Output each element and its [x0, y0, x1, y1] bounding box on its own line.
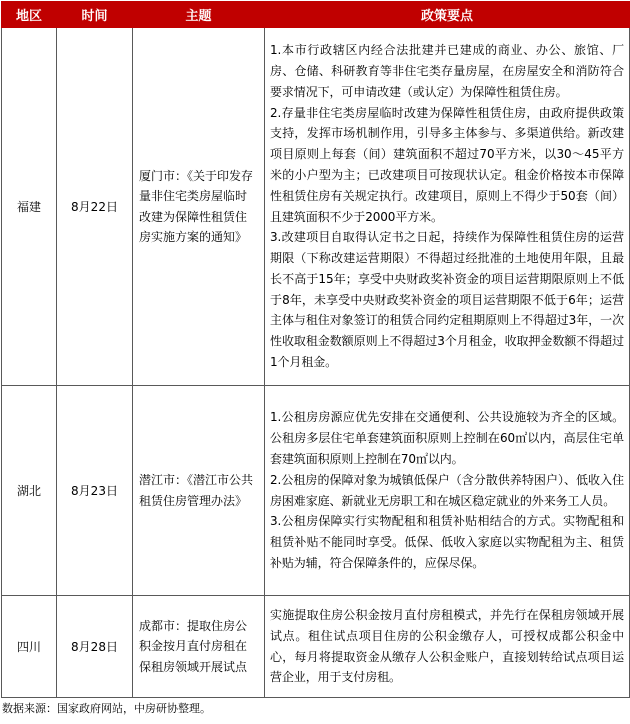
policy-point: 1.公租房房源应优先安排在交通便利、公共设施较为齐全的区域。公租房多层住宅单套建筑面积原则上控制在60㎡以内，高层住宅单套建筑面积原则上控制在70㎡以内。: [270, 410, 624, 466]
date-cell: 8月22日: [57, 28, 133, 386]
region-cell: 湖北: [2, 386, 57, 596]
header-policy-points: 政策要点: [265, 2, 630, 28]
header-row: [2, 2, 630, 28]
policy-table: [1, 1, 630, 698]
policy-point: 2.公租房的保障对象为城镇低保户（含分散供养特困户）、低收入住房困难家庭、新就业无房职工和在城区稳定就业的外来务工人员。: [270, 472, 624, 508]
policy-point: 3.改建项目自取得认定书之日起，持续作为保障性租赁住房的运营期限（下称改建运营期限）不得超过经批准的土地使用年限，且最长不高于15年；享受中央财政奖补资金的项目运营期限原则上不低于8年，未享受中央财政奖补资金的项目运营期限不低于6年；运营主体与租住对象签订的租赁合同约定租期原则上不得超过3年，一次性收取租金数额原则上不得超过3个月租金，收取押金数额不得超过1个月租金。: [270, 230, 624, 370]
header-date: 时间: [57, 2, 133, 28]
header-topic: 主题: [133, 2, 265, 28]
policy-point: 3.公租房保障实行实物配租和租赁补贴相结合的方式。实物配租和租赁补贴不能同时享受。低保、低收入家庭以实物配租为主、租赁补贴为辅，符合保障条件的，应保尽保。: [270, 514, 624, 570]
policy-point: 2.存量非住宅类房屋临时改建为保障性租赁住房，由政府提供政策支持，发挥市场机制作用，引导多主体参与、多渠道供给。新改建项目原则上每套（间）建筑面积不超过70平方米，以30～45平方米的小户型为主；已改建项目可按现状认定。租金价格按本市保障性租赁住房有关规定执行。改建项目，原则上不得少于50套（间）且建筑面积不少于2000平方米。: [270, 105, 624, 224]
region-cell: 福建: [2, 28, 57, 386]
region-cell: 四川: [2, 596, 57, 698]
policy-point: 1.本市行政辖区内经合法批建并已建成的商业、办公、旅馆、厂房、仓储、科研教育等非住宅类存量房屋，在房屋安全和消防符合要求情况下，可申请改建（或认定）为保障性租赁住房。: [270, 43, 624, 99]
data-source-note: 数据来源：国家政府网站，中房研协整理。: [2, 702, 211, 715]
table-row: [2, 28, 630, 386]
date-cell: 8月23日: [57, 386, 133, 596]
policy-points-cell: [265, 596, 630, 698]
table-row: [2, 596, 630, 698]
topic-cell: 潜江市：《潜江市公共租赁住房管理办法》: [133, 386, 265, 596]
topic-cell: 成都市：提取住房公积金按月直付房租在保租房领域开展试点: [133, 596, 265, 698]
policy-points-cell: [265, 28, 630, 386]
header-region: 地区: [2, 2, 57, 28]
table-row: [2, 386, 630, 596]
policy-point: 实施提取住房公积金按月直付房租模式，并先行在保租房领域开展试点。租住试点项目住房的公积金缴存人，可授权成都公积金中心，每月将提取资金从缴存人公积金账户，直接划转给试点项目运营企业，用于支付房租。: [270, 607, 624, 685]
policy-points-cell: [265, 386, 630, 596]
topic-cell: 厦门市：《关于印发存量非住宅类房屋临时改建为保障性租赁住房实施方案的通知》: [133, 28, 265, 386]
date-cell: 8月28日: [57, 596, 133, 698]
